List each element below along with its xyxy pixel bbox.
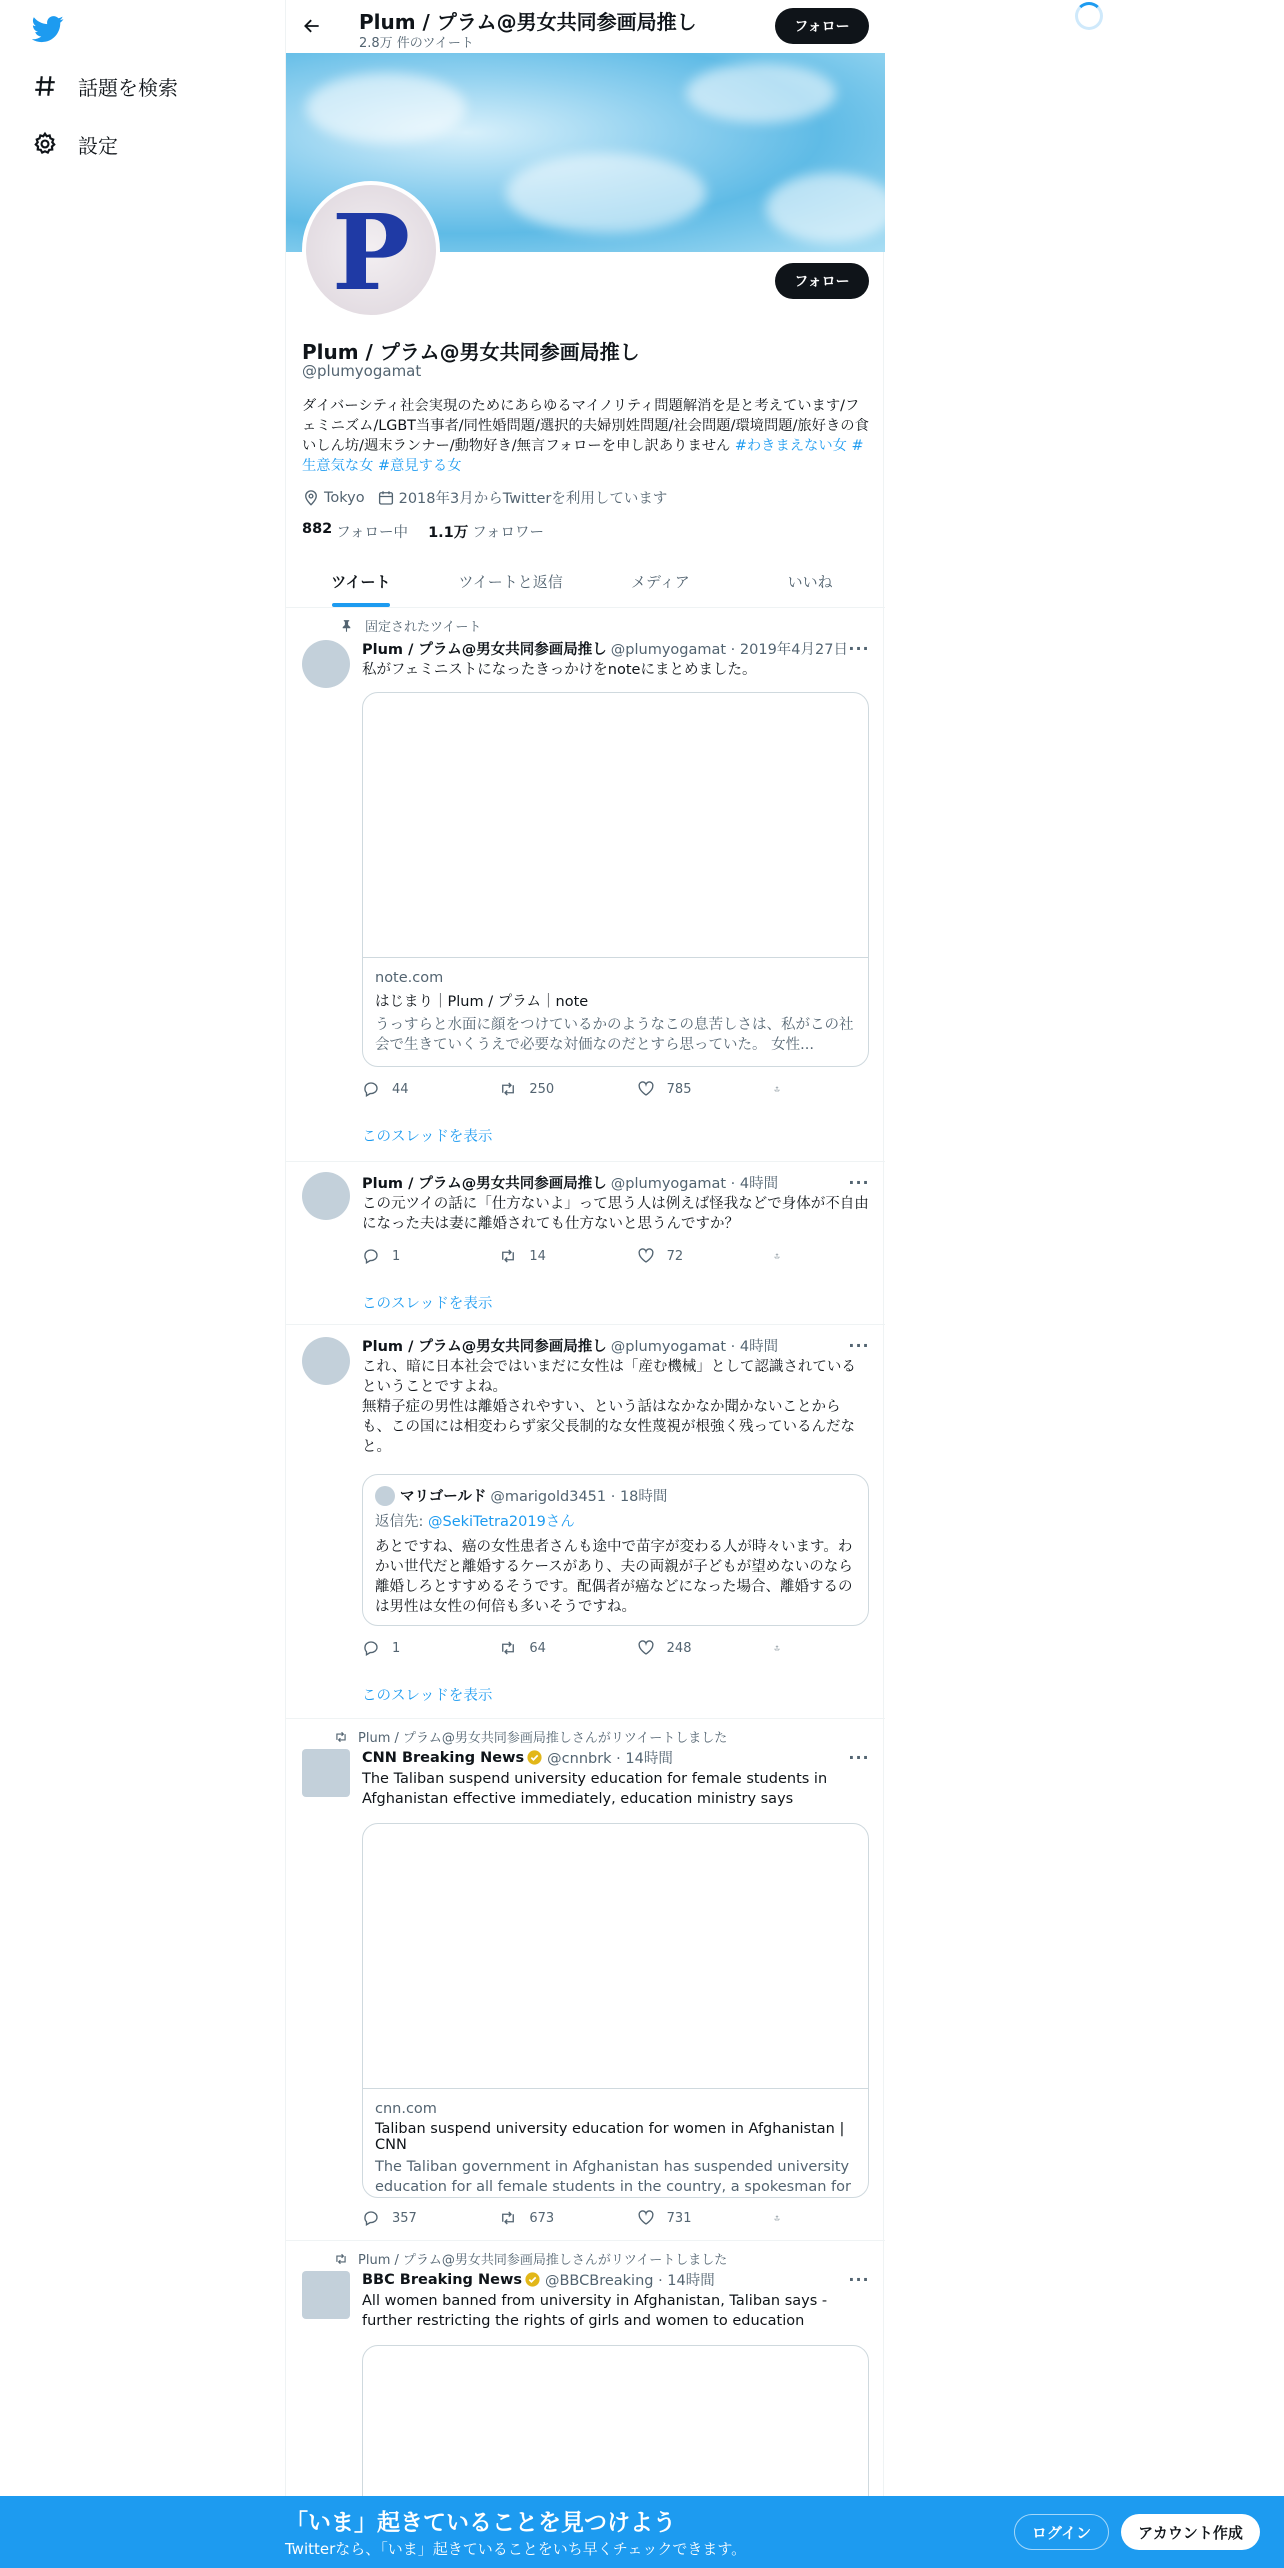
reply-button[interactable] (362, 1080, 467, 1098)
bio-text: ダイバーシティ社会実現のためにあらゆるマイノリティ問題解消を是と考えています/フェミニズム/LGBT当事者/同性婚問題/選択的夫婦別姓問題/社会問題/環境問題/旅好きの食いしん坊/週末ランナー/動物好き/無言フォローを申し訳ありません (302, 398, 869, 454)
reply-icon (362, 1247, 380, 1265)
share-button[interactable] (774, 2209, 792, 2227)
card-domain: cnn.com (375, 2101, 437, 2117)
avatar[interactable] (302, 1172, 350, 1220)
location-pin-icon (302, 489, 320, 507)
tweet-author-name[interactable]: CNN Breaking News (362, 1749, 525, 1766)
retweet-context-text[interactable]: Plum / プラム@男女共同参画局推しさんがリツイートしました (358, 1731, 728, 1746)
link-card[interactable] (362, 1823, 869, 2198)
loading-spinner-icon (1075, 2, 1103, 30)
tweet-header (362, 1335, 778, 1356)
like-count: 731 (666, 2210, 692, 2226)
tweet-meta: @plumyogamat · 2019年4月27日 (610, 642, 848, 658)
tweet-text: この元ツイの話に「仕方ないよ」って思う人は例えば怪我などで身体が不自由になった夫は妻に離婚されても仕方ないと思うんですか？ (362, 1196, 869, 1232)
retweet-button[interactable] (499, 1639, 604, 1657)
more-options-icon[interactable]: ··· (848, 2269, 870, 2289)
reply-count: 1 (392, 1640, 401, 1656)
profile-tabs (286, 555, 885, 608)
profile-stats (302, 521, 564, 542)
reply-button[interactable] (362, 2209, 467, 2227)
tweet-actions (362, 2209, 792, 2227)
like-button[interactable] (637, 1080, 742, 1098)
tweet-author-name[interactable]: BBC Breaking News (362, 2271, 522, 2288)
profile-bio (302, 396, 869, 476)
followers-count: 1.1万 (428, 525, 469, 541)
heart-icon (637, 1639, 655, 1657)
retweet-icon (499, 2209, 517, 2227)
reply-icon (362, 1639, 380, 1657)
login-button[interactable]: ログイン (1014, 2514, 1109, 2550)
tweet-meta: @plumyogamat · 4時間 (610, 1176, 779, 1192)
nav-explore-label: 話題を検索 (78, 75, 178, 100)
verified-badge-icon (526, 1749, 543, 1766)
tweet-header (362, 1747, 673, 1768)
more-options-icon[interactable]: ··· (848, 1172, 870, 1192)
avatar[interactable] (302, 2271, 350, 2319)
tweet-author-name[interactable]: Plum / プラム@男女共同参画局推し (362, 1339, 607, 1355)
tab-tweets-and-replies[interactable]: ツイートと返信 (458, 572, 563, 591)
quote-header (375, 1485, 856, 1506)
bio-hashtag[interactable]: #わきまえない女 (734, 438, 847, 454)
share-button[interactable] (774, 1639, 792, 1657)
tweet-text: これ、暗に日本社会ではいまだに女性は「産む機械」として認識されているということですよね。 無精子症の男性は離婚されやすい、という話はなかなか聞かないことからも、この国には相変わらず家父長制的な女性蔑視が根強く残っているんだなと。 (362, 1359, 856, 1455)
quote-avatar (375, 1486, 395, 1506)
profile-location: Tokyo (324, 489, 365, 506)
tweet-text: All women banned from university in Afghanistan, Taliban says - further restricting the rights of girls and women to education (362, 2293, 828, 2329)
retweet-count: 64 (529, 1640, 546, 1656)
tweet-header (362, 2269, 715, 2290)
profile-name: Plum / プラム@男女共同参画局推し (302, 340, 640, 364)
tweet-author-name[interactable]: Plum / プラム@男女共同参画局推し (362, 1176, 607, 1192)
retweet-context (334, 2249, 727, 2268)
following-label: フォロー中 (336, 525, 409, 541)
retweet-icon (499, 1247, 517, 1265)
tweet-actions (362, 1639, 792, 1657)
header-follow-button[interactable]: フォロー (775, 8, 869, 44)
followers-label: フォロワー (472, 525, 545, 541)
pinned-text: 固定されたツイート (365, 620, 482, 635)
tweet[interactable] (286, 1719, 885, 2241)
reply-icon (362, 1080, 380, 1098)
retweet-count: 14 (529, 1248, 546, 1264)
more-options-icon[interactable]: ··· (848, 1747, 870, 1767)
like-button[interactable] (637, 1639, 742, 1657)
reply-count: 357 (392, 2210, 417, 2226)
like-count: 248 (666, 1640, 692, 1656)
quote-tweet[interactable] (362, 1474, 869, 1626)
retweet-icon (499, 1639, 517, 1657)
tweet-meta: @plumyogamat · 4時間 (610, 1339, 779, 1355)
heart-icon (637, 2209, 655, 2227)
profile-avatar[interactable] (302, 181, 440, 319)
retweet-count: 250 (529, 1081, 555, 1097)
tab-tweets[interactable]: ツイート (286, 555, 436, 607)
share-icon (774, 1080, 780, 1098)
verified-badge-icon (524, 2271, 541, 2288)
like-button[interactable] (637, 2209, 742, 2227)
profile-header (286, 0, 885, 53)
tweet-meta: @cnnbrk · 14時間 (547, 1751, 673, 1767)
tweet[interactable] (286, 1325, 885, 1719)
profile-handle: @plumyogamat (302, 362, 422, 380)
link-card[interactable] (362, 692, 869, 1067)
main-column (285, 0, 884, 2568)
heart-icon (637, 1247, 655, 1265)
quote-text: あとですね、癌の女性患者さんも途中で苗字が変わる人が時々います。わかい世代だと離婚するケースがあり、夫の両親が子どもが望めないのなら離婚しろとすすめるそうです。配偶者が癌などになった場合、離婚するのは男性は女性の何倍も多いそうですね。 (375, 1539, 853, 1615)
tab-likes[interactable]: いいね (787, 572, 833, 591)
share-icon (774, 1247, 780, 1265)
avatar[interactable] (302, 640, 350, 688)
more-options-icon[interactable]: ··· (848, 1335, 870, 1355)
tweet-author-name[interactable]: Plum / プラム@男女共同参画局推し (362, 642, 607, 658)
tweet-text: The Taliban suspend university education for female students in Afghanistan effective immediately, education ministry says (362, 1771, 828, 1807)
heart-icon (637, 1080, 655, 1098)
reply-button[interactable] (362, 1247, 467, 1265)
following-link[interactable] (302, 521, 408, 542)
card-image (363, 693, 868, 958)
bio-hashtag[interactable]: #生意気な女 (302, 438, 864, 474)
quote-author-name: マリゴールド (400, 1489, 487, 1505)
avatar-letter: P (331, 191, 411, 314)
arrow-left-icon (302, 16, 322, 36)
pin-icon (340, 619, 353, 632)
tweet-actions (362, 1247, 792, 1265)
tweet[interactable] (286, 1162, 885, 1325)
retweet-count: 673 (529, 2210, 555, 2226)
nav-settings[interactable] (32, 124, 118, 164)
followers-link[interactable] (428, 521, 544, 542)
retweet-context (334, 1727, 727, 1746)
like-button[interactable] (637, 1247, 742, 1265)
reply-prefix: 返信先: (375, 1514, 428, 1530)
bio-hashtag[interactable]: #意見する女 (378, 458, 462, 474)
nav-settings-label: 設定 (78, 133, 118, 158)
show-thread-link[interactable]: このスレッドを表示 (362, 1688, 493, 1704)
profile-meta (302, 487, 667, 508)
header-title: Plum / プラム@男女共同参画局推し (359, 10, 697, 34)
avatar[interactable] (302, 1749, 350, 1797)
share-icon (774, 2209, 780, 2227)
retweet-button[interactable] (499, 1080, 604, 1098)
avatar[interactable] (302, 1337, 350, 1385)
card-image (363, 1824, 868, 2089)
show-thread-link[interactable]: このスレッドを表示 (362, 1129, 493, 1145)
pinned-label (334, 616, 481, 635)
twitter-logo-icon[interactable] (32, 13, 64, 45)
tweet-meta: @BBCBreaking · 14時間 (544, 2273, 715, 2289)
like-count: 785 (666, 1081, 692, 1097)
like-count: 72 (666, 1248, 684, 1264)
card-description: うっすらと水面に顔をつけているかのようなこの息苦しさは、私がこの社会で生きていくうえで必要な対価なのだとすら思っていた。 女性... (375, 1017, 854, 1053)
quote-reply-to (375, 1510, 856, 1531)
following-count: 882 (302, 521, 333, 537)
reply-icon (362, 2209, 380, 2227)
reply-count: 44 (392, 1081, 409, 1097)
tweet-actions (362, 1080, 792, 1098)
reply-button[interactable] (362, 1639, 467, 1657)
header-tweet-count: 2.8万 件のツイート (359, 36, 474, 51)
card-domain: note.com (375, 970, 444, 986)
retweet-icon (334, 1730, 348, 1744)
gear-icon (32, 131, 58, 157)
show-thread-link[interactable]: このスレッドを表示 (362, 1296, 493, 1312)
tweet-header (362, 1172, 778, 1193)
back-button[interactable] (294, 8, 330, 44)
retweet-button[interactable] (499, 1247, 604, 1265)
profile-joined: 2018年3月からTwitterを利用しています (398, 491, 668, 507)
card-title: Taliban suspend university education for women in Afghanistan | CNN (375, 2121, 845, 2153)
signup-button[interactable]: アカウント作成 (1121, 2514, 1260, 2550)
quote-meta: @marigold3451 · 18時間 (490, 1489, 668, 1505)
card-description: The Taliban government in Afghanistan has suspended university education for all female students in the country, a spokesman for (375, 2159, 851, 2195)
retweet-icon (334, 2252, 348, 2266)
share-icon (774, 1639, 780, 1657)
more-options-icon[interactable]: ··· (848, 638, 870, 658)
reply-count: 1 (392, 1248, 401, 1264)
profile-follow-button[interactable]: フォロー (775, 263, 869, 299)
share-button[interactable] (774, 1080, 792, 1098)
nav-explore[interactable] (32, 66, 178, 106)
card-title: はじまり｜Plum / プラム｜note (375, 994, 589, 1010)
retweet-icon (499, 1080, 517, 1098)
tweet-header (362, 638, 848, 659)
retweet-context-text[interactable]: Plum / プラム@男女共同参画局推しさんがリツイートしました (358, 2253, 728, 2268)
reply-to-handle[interactable]: @SekiTetra2019さん (428, 1514, 575, 1530)
tweet[interactable] (286, 608, 885, 1162)
retweet-button[interactable] (499, 2209, 604, 2227)
signup-bar (0, 2496, 1284, 2568)
share-button[interactable] (774, 1247, 792, 1265)
hashtag-icon (32, 73, 58, 99)
signup-bar-title: 「いま」起きていることを見つけよう (285, 2510, 676, 2536)
tweet-text: 私がフェミニストになったきっかけをnoteにまとめました。 (362, 662, 757, 678)
calendar-icon (377, 489, 395, 507)
signup-bar-subtitle: Twitterなら、「いま」起きていることをいち早くチェックできます。 (285, 2540, 747, 2558)
tab-media[interactable]: メディア (630, 572, 690, 591)
